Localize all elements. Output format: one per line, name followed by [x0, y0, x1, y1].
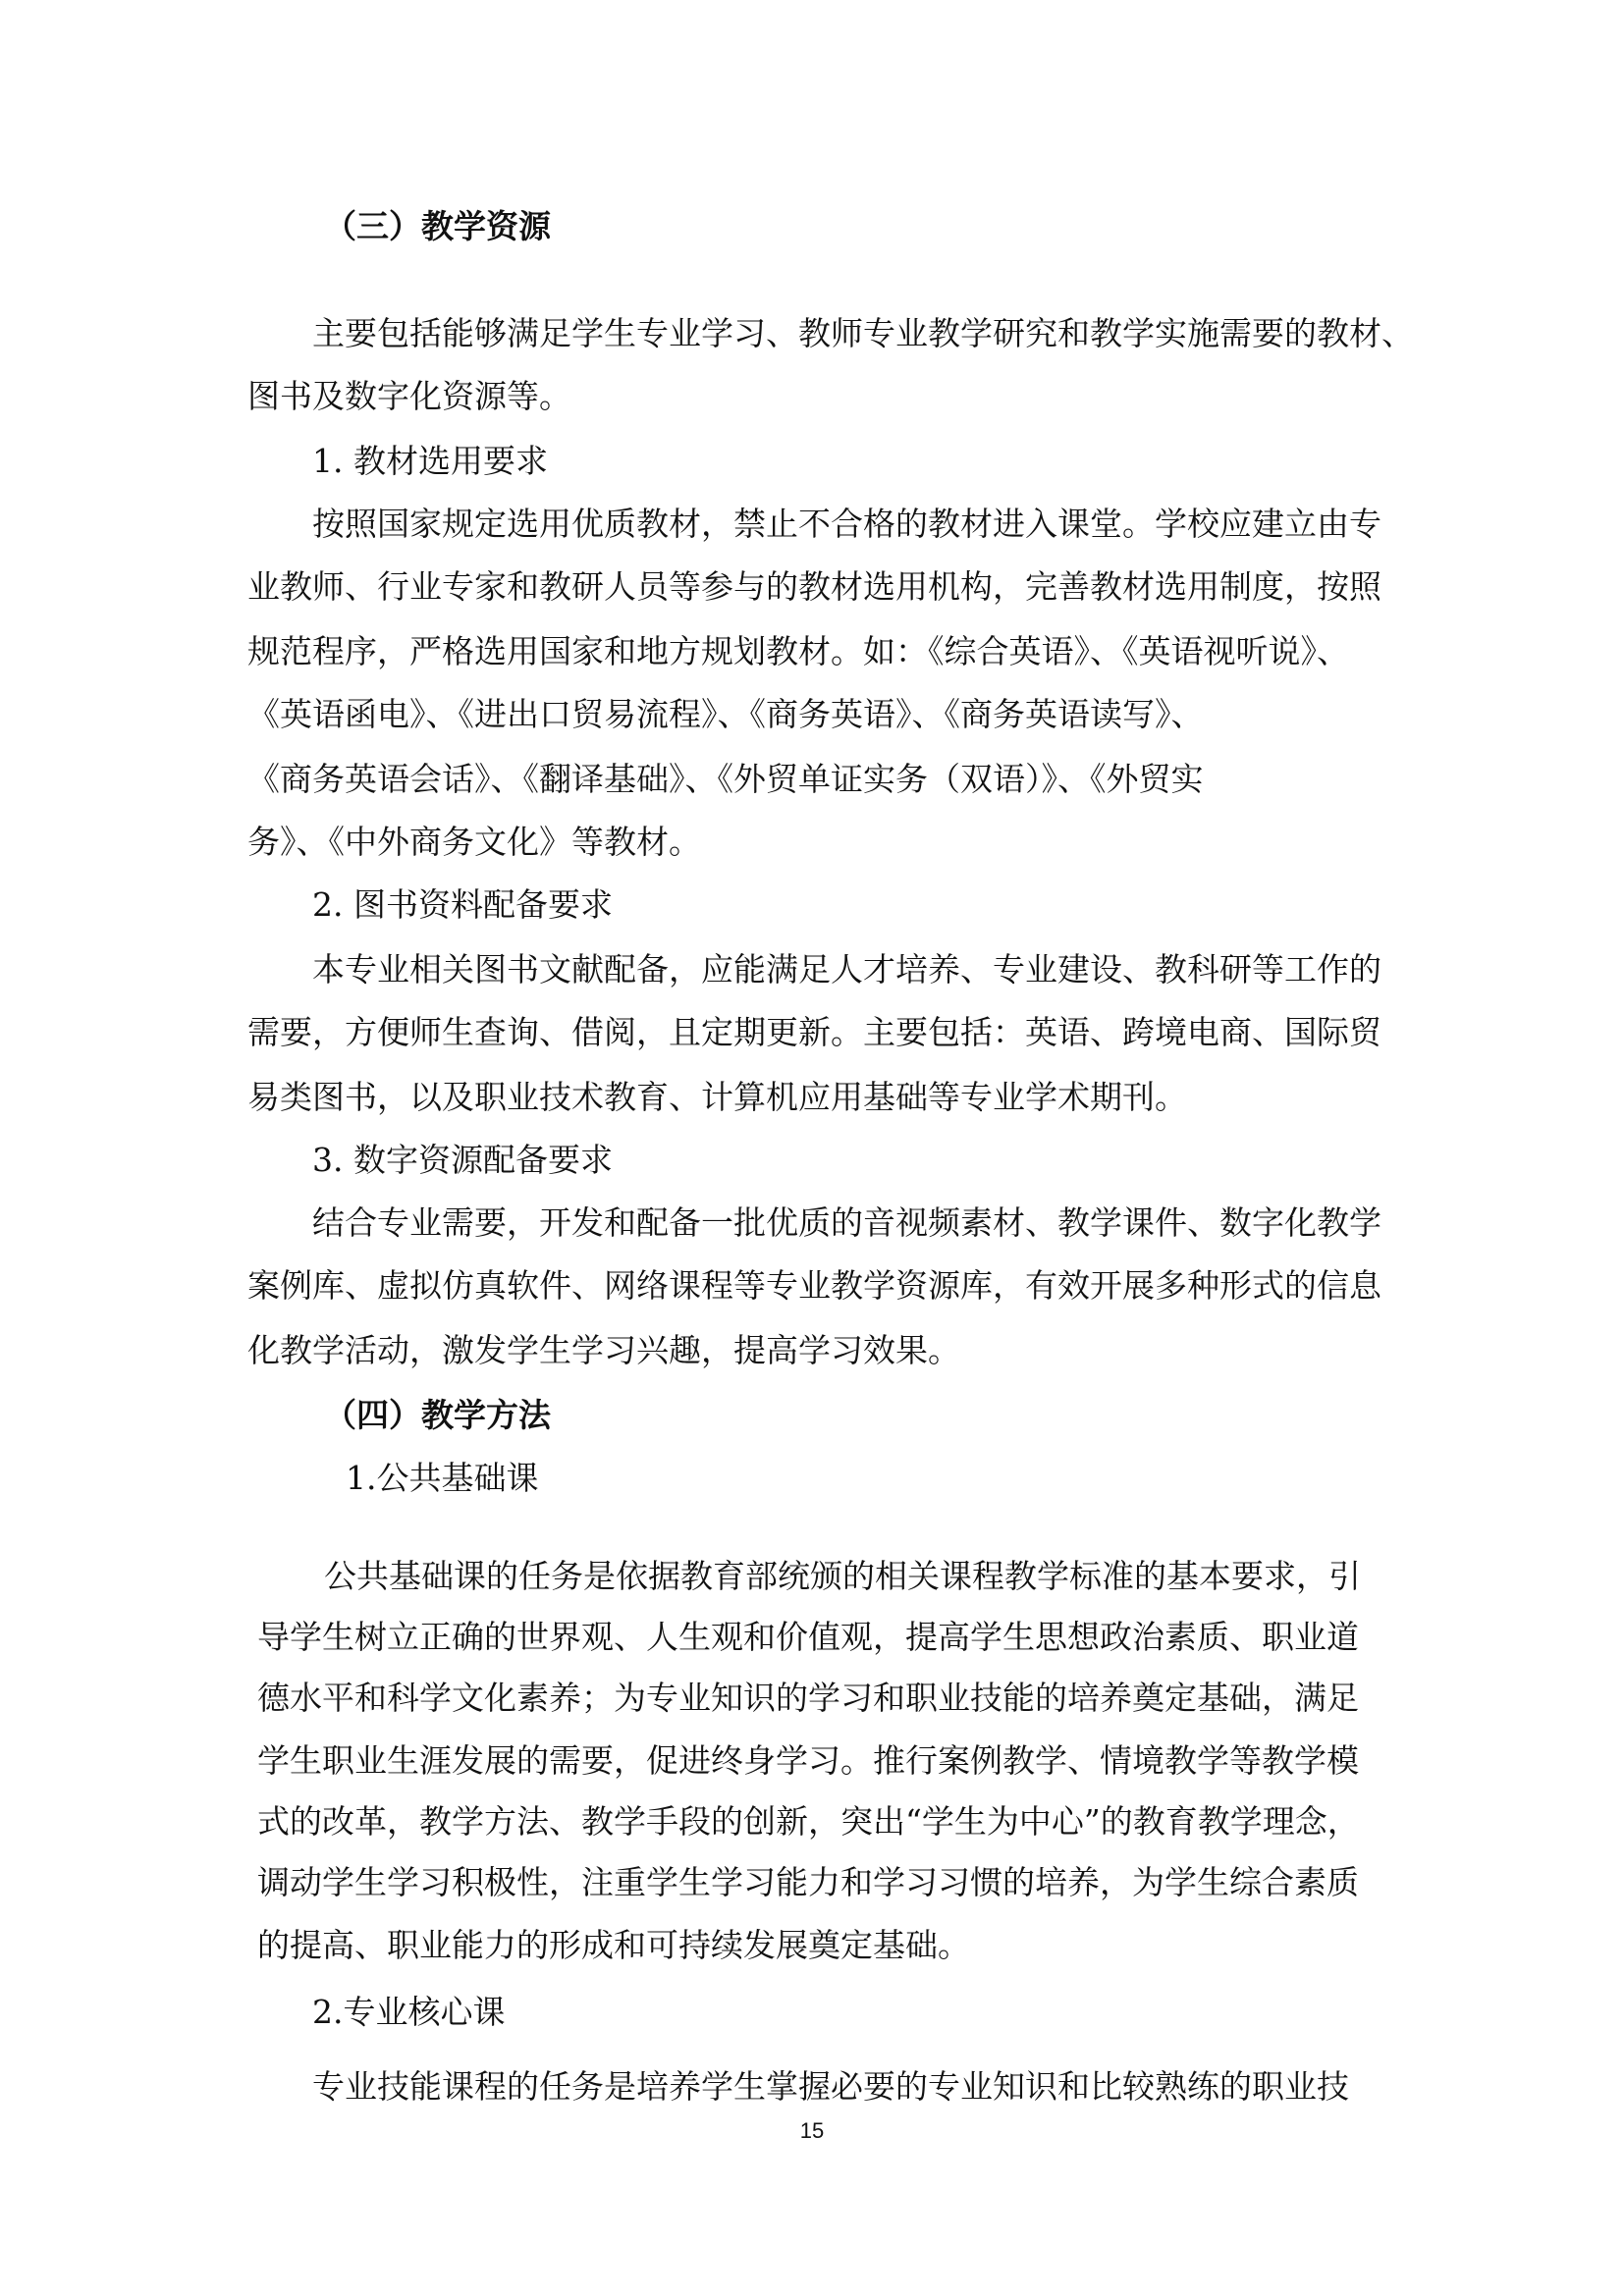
paragraph-line: 的提高、职业能力的形成和可持续发展奠定基础。	[257, 1926, 970, 1964]
paragraph-line: 学生职业生涯发展的需要，促进终身学习。推行案例教学、情境教学等教学模	[257, 1741, 1359, 1780]
paragraph-line: 专业技能课程的任务是培养学生掌握必要的专业知识和比较熟练的职业技	[312, 2067, 1349, 2106]
paragraph-line: 案例库、虚拟仿真软件、网络课程等专业教学资源库，有效开展多种形式的信息	[247, 1266, 1381, 1305]
subheading-core-professional-courses: 2.专业核心课	[312, 1993, 506, 2031]
page-number: 15	[799, 2118, 825, 2143]
subheading-digital-resources: 3. 数字资源配备要求	[312, 1141, 613, 1179]
paragraph-line: 德水平和科学文化素养；为专业知识的学习和职业技能的培养奠定基础，满足	[257, 1679, 1359, 1717]
paragraph-line: 本专业相关图书文献配备，应能满足人才培养、专业建设、教科研等工作的	[312, 950, 1381, 988]
paragraph-line: 主要包括能够满足学生专业学习、教师专业教学研究和教学实施需要的教材、	[312, 314, 1414, 352]
subheading-public-foundation-courses: 1.公共基础课	[346, 1459, 539, 1497]
paragraph-line: 导学生树立正确的世界观、人生观和价值观，提高学生思想政治素质、职业道	[257, 1618, 1359, 1656]
paragraph-line: 需要，方便师生查询、借阅，且定期更新。主要包括：英语、跨境电商、国际贸	[247, 1013, 1381, 1051]
section-heading-teaching-resources: （三）教学资源	[324, 207, 551, 245]
subheading-library-resources: 2. 图书资料配备要求	[312, 885, 613, 924]
paragraph-line: 《英语函电》、《进出口贸易流程》、《商务英语》、《商务英语读写》、	[247, 695, 1204, 733]
paragraph-line: 图书及数字化资源等。	[247, 377, 571, 415]
subheading-textbook-selection: 1. 教材选用要求	[312, 442, 548, 480]
paragraph-line: 务》、《中外商务文化》等教材。	[247, 823, 701, 861]
paragraph-line: 调动学生学习积极性，注重学生学习能力和学习习惯的培养，为学生综合素质	[257, 1863, 1359, 1901]
paragraph-line: 易类图书，以及职业技术教育、计算机应用基础等专业学术期刊。	[247, 1078, 1187, 1116]
paragraph-line: 式的改革，教学方法、教学手段的创新，突出“学生为中心”的教育教学理念，	[257, 1802, 1360, 1841]
section-heading-teaching-methods: （四）教学方法	[324, 1396, 551, 1434]
paragraph-line: 结合专业需要，开发和配备一批优质的音视频素材、教学课件、数字化教学	[312, 1203, 1381, 1242]
paragraph-line: 规范程序，严格选用国家和地方规划教材。如：《综合英语》、《英语视听说》、	[247, 632, 1349, 670]
paragraph-line: 化教学活动，激发学生学习兴趣，提高学习效果。	[247, 1331, 960, 1369]
paragraph-line: 按照国家规定选用优质教材，禁止不合格的教材进入课堂。学校应建立由专	[312, 505, 1381, 543]
paragraph-line: 公共基础课的任务是依据教育部统颁的相关课程教学标准的基本要求，引	[324, 1557, 1361, 1595]
paragraph-line: 业教师、行业专家和教研人员等参与的教材选用机构，完善教材选用制度，按照	[247, 567, 1381, 606]
paragraph-line: 《商务英语会话》、《翻译基础》、《外贸单证实务（双语）》、《外贸实	[247, 760, 1204, 798]
